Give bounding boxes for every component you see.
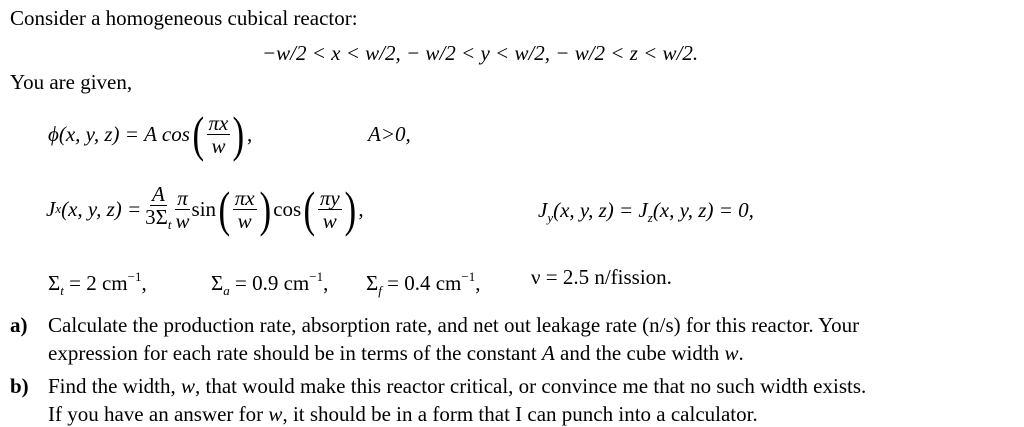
sigma-t-value: = 2 cm [63, 271, 128, 295]
phi-frac-num: πx [208, 110, 229, 135]
phi-fraction [207, 112, 231, 157]
jy-J: J [538, 198, 548, 222]
qb-var-w: w [268, 402, 283, 426]
sigma-a-param: $\Sigma_a = 0.9$ $cm^{-1}$, [211, 269, 329, 298]
jx-cos-num: πy [319, 185, 340, 210]
phi-equation [48, 104, 252, 164]
right-paren: ) [344, 181, 356, 237]
sigma-a-sub: a [223, 283, 230, 298]
qb-text: Find the width, [48, 374, 182, 398]
phi-lhs: ϕ(x, y, z) = A cos [48, 121, 190, 146]
jyz-equation [538, 198, 754, 226]
sigma-f-symbol: Σ [366, 271, 379, 295]
jx-cos-den: w [322, 208, 337, 233]
right-paren: ) [232, 106, 245, 162]
qa-text: . [738, 341, 744, 365]
sigma-f-unit-exp: −1 [461, 269, 476, 284]
jx-cos-frac [318, 187, 342, 232]
jx-sigma-sub: t [167, 216, 172, 232]
phi-condition: A>0, [368, 122, 411, 146]
jx-frac-A-num: A [151, 181, 165, 206]
question-b-label: b) [10, 374, 29, 398]
jx-frac-pi-den: w [175, 208, 190, 233]
qa-text: expression for each rate should be in terms of the constant [48, 341, 542, 365]
jx-sin-num: πx [234, 185, 255, 210]
question-a-line1: Calculate the production rate, absorption rate, and net out leakage rate (n/s) for this reactor. Your [48, 313, 860, 337]
qb-var-w: w [181, 374, 196, 398]
jy-sub: y [547, 210, 554, 225]
jx-sin-frac [233, 187, 257, 232]
question-b-line1 [48, 374, 866, 398]
nu-param: ν = 2.5 n/fission. [531, 265, 672, 289]
jx-equation [46, 178, 364, 240]
sigma-t-sub: t [60, 283, 64, 298]
qa-var-w: w [724, 341, 739, 365]
left-paren: ( [218, 181, 231, 237]
domain-bounds: −w/2 < x < w/2, − w/2 < y < w/2, − w/2 < z < w/2. [262, 41, 699, 65]
jyz-mid: (x, y, z) = J [553, 198, 648, 222]
intro-text: Consider a homogeneous cubical reactor: [10, 6, 358, 30]
sigma-t-param: $\Sigma_t = 2$ $cm^{-1}$, [48, 269, 147, 298]
jx-J: J [46, 196, 56, 221]
sigma-a-value: = 0.9 cm [229, 271, 310, 295]
jx-sin-den: w [237, 208, 252, 233]
left-paren: ( [192, 106, 205, 162]
left-paren: ( [303, 181, 316, 237]
jx-sigma-den: 3Σ [145, 204, 168, 229]
sigma-t-unit-exp: −1 [127, 269, 142, 284]
jx-frac-A [143, 183, 173, 236]
sigma-a-symbol: Σ [211, 271, 224, 295]
qb-text: If you have an answer for [48, 402, 269, 426]
jx-frac-pi [174, 187, 192, 232]
jz-sub: z [647, 210, 653, 225]
jx-cos: cos [273, 196, 302, 221]
question-a-line2 [48, 341, 744, 365]
phi-frac-den: w [211, 133, 226, 158]
qb-text: , that would make this reactor critical, or convince me that no such width exists. [195, 374, 867, 398]
sigma-f-param: $\Sigma_f = 0.4$ $cm^{-1}$, [366, 269, 481, 298]
qb-text: , it should be in a form that I can punch into a calculator. [282, 402, 758, 426]
question-a-label: a) [10, 313, 28, 337]
given-text: You are given, [10, 70, 133, 94]
jx-frac-A-den [143, 206, 173, 236]
right-paren: ) [259, 181, 271, 237]
jx-frac-pi-num: π [177, 185, 188, 210]
question-b-line2 [48, 402, 758, 426]
jyz-end: (x, y, z) = 0, [652, 198, 754, 222]
jx-trail: , [358, 196, 364, 221]
jx-lhs-rest: (x, y, z) = [61, 196, 142, 221]
phi-trail: , [247, 121, 253, 146]
sigma-a-unit-exp: −1 [309, 269, 324, 284]
jx-sub: x [55, 201, 62, 216]
sigma-t-symbol: Σ [48, 271, 61, 295]
qa-text: and the cube width [554, 341, 725, 365]
sigma-f-value: = 0.4 cm [381, 271, 462, 295]
qa-var-A: A [541, 341, 555, 365]
sigma-f-sub: f [378, 283, 382, 298]
jx-sin: sin [191, 196, 217, 221]
